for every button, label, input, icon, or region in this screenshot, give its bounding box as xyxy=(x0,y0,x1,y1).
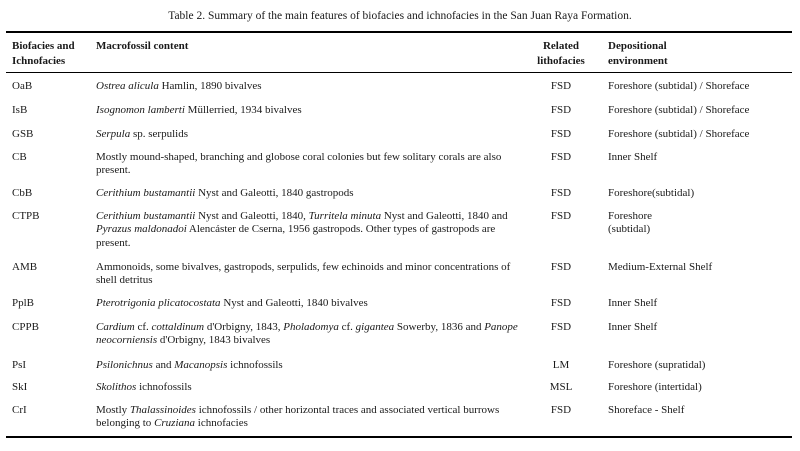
row-environment: Inner Shelf xyxy=(608,321,658,333)
row-code: SkI xyxy=(12,381,28,393)
taxon-name: gigantea xyxy=(355,321,395,333)
taxon-name: Macanopsis xyxy=(174,359,228,371)
row-macrofossil-content xyxy=(96,359,526,372)
row-macrofossil-content xyxy=(96,210,526,250)
row-environment: Foreshore (subtidal) / Shoreface xyxy=(608,80,750,92)
taxon-name: cottaldinum xyxy=(151,321,205,333)
content-text: cf. xyxy=(134,321,152,333)
content-text: ichnofacies xyxy=(195,417,248,430)
taxon-name: Cerithium bustamantii xyxy=(96,210,196,222)
content-text: ichnofossils / other horizontal traces and associated vertical burrows belonging to xyxy=(96,404,500,430)
taxon-name: Cardium xyxy=(96,321,135,333)
content-text: Alencáster de Cserna, 1956 gastropods. Other types of gastropods are present. xyxy=(96,223,496,249)
row-environment: Foreshore (subtidal) / Shoreface xyxy=(608,104,750,116)
row-lithofacies: FSD xyxy=(550,321,572,333)
row-code: CrI xyxy=(12,404,27,416)
row-macrofossil-content xyxy=(96,404,526,431)
row-environment: Foreshore (intertidal) xyxy=(608,381,702,393)
row-code: PplB xyxy=(12,297,35,309)
header-environment xyxy=(608,39,788,68)
header-biofacies xyxy=(12,39,94,68)
taxon-name: Cruziana xyxy=(154,417,196,430)
content-text: Mostly xyxy=(96,404,130,416)
content-text: d'Orbigny, 1843 bivalves xyxy=(157,334,271,347)
content-text: ichnofossils xyxy=(227,359,283,371)
top-rule xyxy=(6,31,792,33)
row-environment: Medium-External Shelf xyxy=(608,261,713,273)
row-environment: Foreshore (supratidal) xyxy=(608,359,706,371)
row-code: CbB xyxy=(12,187,33,199)
header-lithofacies-line1: Related xyxy=(542,40,580,52)
row-macrofossil-content xyxy=(96,297,526,310)
row-code: IsB xyxy=(12,104,28,116)
content-text: Nyst and Galeotti, 1840 bivalves xyxy=(220,297,368,309)
row-lithofacies: FSD xyxy=(550,104,572,116)
row-environment: Shoreface - Shelf xyxy=(608,404,685,416)
row-macrofossil-content xyxy=(96,151,526,178)
row-environment: Inner Shelf xyxy=(608,297,658,309)
content-text: Sowerby, 1836 and xyxy=(394,321,485,333)
row-macrofossil-content xyxy=(96,187,526,200)
content-text: Nyst and Galeotti, 1840 and xyxy=(381,210,508,222)
taxon-name: Pholadomya xyxy=(283,321,339,333)
taxon-name: Thalassinoides xyxy=(129,404,196,416)
header-rule xyxy=(6,72,792,73)
row-macrofossil-content xyxy=(96,80,526,93)
header-biofacies-line1: Biofacies and xyxy=(12,40,75,52)
taxon-name: Panope neocorniensis xyxy=(96,321,518,347)
taxon-name: Turritela minuta xyxy=(308,210,382,222)
header-macrofossil: Macrofossil content xyxy=(96,40,189,52)
content-text: Mostly mound-shaped, branching and globose coral colonies but few solitary corals are also present. xyxy=(96,151,502,177)
content-text: Müllerried, 1934 bivalves xyxy=(184,104,302,116)
header-lithofacies xyxy=(528,39,594,68)
row-code: OaB xyxy=(12,80,33,92)
content-text: and xyxy=(152,359,175,371)
content-text: Hamlin, 1890 bivalves xyxy=(158,80,262,92)
content-text: Nyst and Galeotti, 1840 gastropods xyxy=(195,187,354,199)
row-code: PsI xyxy=(12,359,27,371)
row-lithofacies: FSD xyxy=(550,187,572,199)
header-environment-line2: environment xyxy=(608,54,668,67)
row-macrofossil-content xyxy=(96,104,526,117)
row-macrofossil-content xyxy=(96,321,526,348)
row-lithofacies: FSD xyxy=(550,210,572,222)
row-code: CPPB xyxy=(12,321,39,333)
row-lithofacies: FSD xyxy=(550,261,572,273)
taxon-name: Ostrea alicula xyxy=(96,80,159,92)
row-code: CTPB xyxy=(12,210,40,222)
row-lithofacies: FSD xyxy=(550,80,572,92)
content-text: sp. serpulids xyxy=(130,128,188,140)
row-lithofacies: FSD xyxy=(550,128,572,140)
table-caption: Table 2. Summary of the main features of biofacies and ichnofacies in the San Juan Raya Formation. xyxy=(168,10,632,22)
taxon-name: Isognomon lamberti xyxy=(96,104,185,116)
bottom-rule xyxy=(6,436,792,438)
row-environment: Foreshore(subtidal) xyxy=(608,187,695,199)
content-text: d'Orbigny, 1843, xyxy=(204,321,284,333)
row-code: GSB xyxy=(12,128,34,140)
row-lithofacies: FSD xyxy=(550,297,572,309)
content-text: cf. xyxy=(338,321,356,333)
row-macrofossil-content xyxy=(96,128,526,141)
content-text: Ammonoids, some bivalves, gastropods, serpulids, few echinoids and minor concentrations of shell detritus xyxy=(96,261,511,287)
row-environment: Inner Shelf xyxy=(608,151,658,163)
content-text: Nyst and Galeotti, 1840, xyxy=(195,210,309,222)
taxon-name: Serpula xyxy=(96,128,131,140)
row-lithofacies: MSL xyxy=(549,381,573,393)
content-text: ichnofossils xyxy=(136,381,192,393)
header-environment-line1: Depositional xyxy=(608,40,667,52)
row-macrofossil-content xyxy=(96,261,526,288)
taxon-name: Skolithos xyxy=(96,381,137,393)
row-lithofacies: LM xyxy=(552,359,570,371)
row-lithofacies: FSD xyxy=(550,151,572,163)
taxon-name: Cerithium bustamantii xyxy=(96,187,196,199)
header-biofacies-line2: Ichnofacies xyxy=(12,54,66,67)
row-environment: Foreshore (subtidal) xyxy=(608,210,652,236)
taxon-name: Pterotrigonia plicatocostata xyxy=(96,297,221,309)
row-environment: Foreshore (subtidal) / Shoreface xyxy=(608,128,750,140)
row-code: CB xyxy=(12,151,27,163)
taxon-name: Psilonichnus xyxy=(96,359,153,371)
row-code: AMB xyxy=(12,261,38,273)
taxon-name: Pyrazus maldonadoi xyxy=(96,223,187,236)
row-lithofacies: FSD xyxy=(550,404,572,416)
row-macrofossil-content xyxy=(96,381,526,394)
header-lithofacies-line2: lithofacies xyxy=(537,54,585,67)
